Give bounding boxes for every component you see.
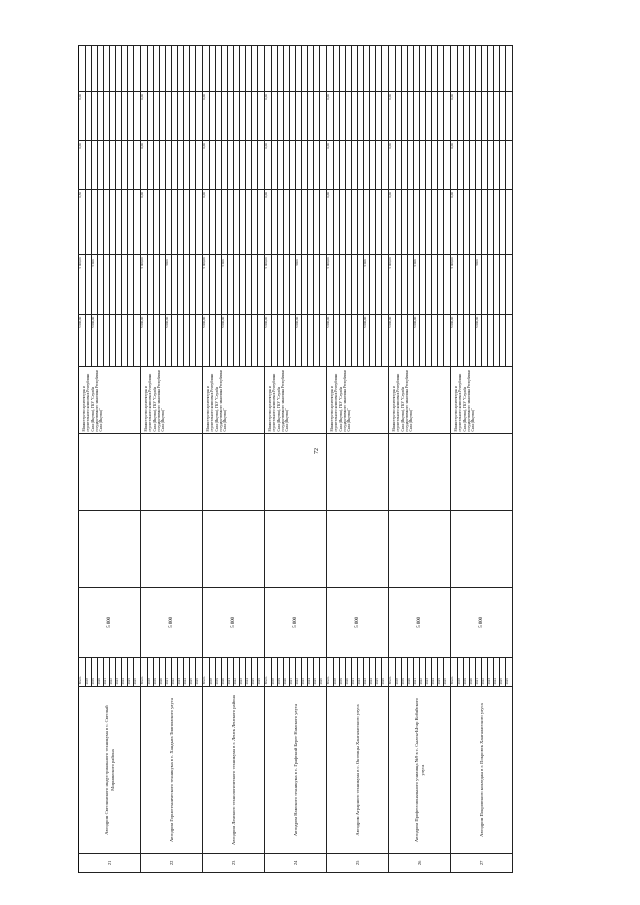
year-cell: 2024 <box>432 657 438 687</box>
customer-cell: Министерство архитектуры и строительного комплекса Республики Саха (Якутия), ГКУ "Служба государственного заказчика Республики Саха (Якутия)" <box>389 366 451 433</box>
total-value: 0,00 <box>265 190 272 255</box>
year-value: 5 000,00 <box>414 314 420 366</box>
year-cell: 2022 <box>172 657 178 687</box>
year-value: 5000 <box>476 255 482 314</box>
year-cell: 2023 <box>488 657 494 687</box>
total-value: 0,00 <box>451 190 458 255</box>
object-total-row <box>203 46 210 873</box>
object-total-row <box>141 46 148 873</box>
year-cell: 2022 <box>482 657 488 687</box>
capacity-cell: 5 000 <box>327 587 389 657</box>
empty-cell <box>79 433 141 510</box>
empty-cell <box>203 433 265 510</box>
total-value: 0,00 <box>79 141 86 190</box>
year-value: 5 000,00 <box>92 314 98 366</box>
year-cell: 2026 <box>134 657 141 687</box>
year-cell: 2018 <box>148 657 154 687</box>
year-cell: 2018 <box>272 657 278 687</box>
object-total-row <box>389 46 396 873</box>
year-cell: Всего <box>141 657 148 687</box>
object-name: Автодром Профессионального училища №9 в с. Сылгы-Ытар Кобяйского улуса <box>389 687 451 853</box>
total-value: 0,00 <box>141 92 148 141</box>
empty-cell <box>141 46 148 92</box>
total-value: 5 000,00 <box>451 255 458 314</box>
total-value: 5 000,00 <box>327 314 334 366</box>
total-value: 0,00 <box>389 141 396 190</box>
empty-cell <box>134 190 141 255</box>
empty-cell <box>451 433 513 510</box>
empty-cell <box>203 510 265 587</box>
year-cell: 2025 <box>500 657 506 687</box>
year-cell: 2022 <box>234 657 240 687</box>
total-value: 5 000,00 <box>389 314 396 366</box>
year-cell: 2026 <box>320 657 327 687</box>
empty-cell <box>327 433 389 510</box>
empty-cell <box>265 46 272 92</box>
total-value: 0,00 <box>327 141 334 190</box>
investment-table <box>78 45 513 873</box>
year-cell: 2021 <box>476 657 482 687</box>
empty-cell <box>444 46 451 92</box>
empty-cell <box>506 141 513 190</box>
empty-cell <box>141 510 203 587</box>
total-value: 5 000,00 <box>389 255 396 314</box>
year-value: 5 000,00 <box>222 314 228 366</box>
year-value: 5 000,00 <box>166 314 172 366</box>
year-cell: 2021 <box>290 657 296 687</box>
year-cell: 2026 <box>506 657 513 687</box>
year-cell: 2025 <box>128 657 134 687</box>
year-value: 5000 <box>166 255 172 314</box>
capacity-cell: 5 000 <box>203 587 265 657</box>
total-value: 5 000,00 <box>203 255 210 314</box>
year-cell: Всего <box>389 657 396 687</box>
year-value: 5 000 <box>414 255 420 314</box>
total-value: 0,00 <box>79 92 86 141</box>
object-name: Автодром Светлинского индустриального техникума в с. Светлый Мирнинского района <box>79 687 141 853</box>
year-cell: 2019 <box>216 657 222 687</box>
empty-cell <box>506 190 513 255</box>
year-cell: 2024 <box>246 657 252 687</box>
object-number: 25 <box>327 853 389 872</box>
empty-cell <box>444 190 451 255</box>
total-value: 5 000,00 <box>141 255 148 314</box>
total-value: 0,00 <box>203 92 210 141</box>
year-cell: 2023 <box>364 657 370 687</box>
year-cell: 2026 <box>196 657 203 687</box>
year-cell: 2020 <box>470 657 476 687</box>
empty-cell <box>327 510 389 587</box>
year-value: 5 000,00 <box>364 314 370 366</box>
total-value: 0,00 <box>141 141 148 190</box>
empty-cell <box>382 46 389 92</box>
year-cell: 2021 <box>228 657 234 687</box>
year-cell: 2020 <box>346 657 352 687</box>
customer-cell: Министерство архитектуры и строительного комплекса Республики Саха (Якутия), ГКУ "Служба государственного заказчика Республики Саха (Якутия)" <box>203 366 265 433</box>
year-cell: 2023 <box>426 657 432 687</box>
year-cell: 2020 <box>160 657 166 687</box>
empty-cell <box>451 510 513 587</box>
year-cell: 2020 <box>222 657 228 687</box>
year-value: 5 000,00 <box>476 314 482 366</box>
empty-cell <box>141 433 203 510</box>
capacity-cell: 5 000 <box>141 587 203 657</box>
year-value: 5 000 <box>222 255 228 314</box>
year-cell: 2020 <box>98 657 104 687</box>
total-value: 5 000,00 <box>451 314 458 366</box>
total-value: 0,00 <box>389 190 396 255</box>
year-cell: 2018 <box>396 657 402 687</box>
empty-cell <box>196 190 203 255</box>
year-cell: Всего <box>265 657 272 687</box>
empty-cell <box>203 46 210 92</box>
capacity-cell: 5 000 <box>389 587 451 657</box>
year-cell: 2018 <box>86 657 92 687</box>
empty-cell <box>258 46 265 92</box>
year-cell: 2025 <box>438 657 444 687</box>
empty-cell <box>506 46 513 92</box>
empty-cell <box>389 510 451 587</box>
empty-cell <box>506 92 513 141</box>
year-cell: 2024 <box>308 657 314 687</box>
year-cell: 2026 <box>382 657 389 687</box>
year-cell: 2021 <box>104 657 110 687</box>
empty-cell <box>389 433 451 510</box>
year-cell: 2023 <box>116 657 122 687</box>
year-cell: 2021 <box>166 657 172 687</box>
total-value: 0,00 <box>327 92 334 141</box>
total-value: 0,00 <box>203 141 210 190</box>
total-value: 5 000,00 <box>79 255 86 314</box>
empty-cell <box>134 46 141 92</box>
empty-cell <box>389 46 396 92</box>
year-cell: Всего <box>79 657 86 687</box>
year-cell: 2023 <box>240 657 246 687</box>
empty-cell <box>320 46 327 92</box>
year-cell: 2024 <box>494 657 500 687</box>
year-cell: 2025 <box>190 657 196 687</box>
page-number: 72 <box>314 448 320 454</box>
total-value: 0,00 <box>141 190 148 255</box>
year-value <box>506 314 513 366</box>
total-value: 0,00 <box>389 92 396 141</box>
year-value: 5 000 <box>364 255 370 314</box>
total-value: 0,00 <box>203 190 210 255</box>
year-value: 5 000,00 <box>296 314 302 366</box>
object-total-row <box>451 46 458 873</box>
empty-cell <box>451 46 458 92</box>
empty-cell <box>258 190 265 255</box>
object-number: 22 <box>141 853 203 872</box>
year-cell: Всего <box>203 657 210 687</box>
empty-cell <box>320 190 327 255</box>
capacity-cell: 5 000 <box>265 587 327 657</box>
total-value: 0,00 <box>451 141 458 190</box>
customer-cell: Министерство архитектуры и строительного комплекса Республики Саха (Якутия), ГКУ "Служба государственного заказчика Республики Саха (Якутия)" <box>141 366 203 433</box>
year-cell: 2025 <box>376 657 382 687</box>
year-cell: 2019 <box>464 657 470 687</box>
total-value: 0,00 <box>327 190 334 255</box>
year-cell: 2025 <box>314 657 320 687</box>
object-total-row <box>327 46 334 873</box>
year-cell: 2025 <box>252 657 258 687</box>
object-number: 24 <box>265 853 327 872</box>
year-cell: 2021 <box>414 657 420 687</box>
total-value: 5 000,00 <box>203 314 210 366</box>
object-name: Автодром Намского техникума в с. Графский Берег Намского улуса <box>265 687 327 853</box>
customer-cell: Министерство архитектуры и строительного комплекса Республики Саха (Якутия), ГКУ "Служба государственного заказчика Республики Саха (Якутия)" <box>327 366 389 433</box>
capacity-cell: 5 000 <box>451 587 513 657</box>
total-value: 5 000,00 <box>265 255 272 314</box>
empty-cell <box>196 46 203 92</box>
year-cell: 2019 <box>278 657 284 687</box>
year-cell: 2022 <box>358 657 364 687</box>
year-cell: 2024 <box>370 657 376 687</box>
total-value: 5 000,00 <box>79 314 86 366</box>
empty-cell <box>79 46 86 92</box>
year-cell: 2026 <box>258 657 265 687</box>
object-number: 27 <box>451 853 513 872</box>
year-cell: Всего <box>327 657 334 687</box>
year-cell: 2019 <box>154 657 160 687</box>
year-cell: 2019 <box>92 657 98 687</box>
table-body <box>79 46 513 873</box>
year-cell: 2018 <box>334 657 340 687</box>
empty-cell <box>79 510 141 587</box>
empty-cell <box>265 433 327 510</box>
year-cell: 2021 <box>352 657 358 687</box>
customer-cell: Министерство архитектуры и строительного комплекса Республики Саха (Якутия), ГКУ "Служба государственного заказчика Республики Саха (Якутия)" <box>451 366 513 433</box>
object-total-row <box>265 46 272 873</box>
year-cell: 2020 <box>408 657 414 687</box>
total-value: 5 000,00 <box>265 314 272 366</box>
year-cell: 2026 <box>444 657 451 687</box>
capacity-cell: 5 000 <box>79 587 141 657</box>
total-value: 5 000,00 <box>141 314 148 366</box>
year-cell: 2022 <box>110 657 116 687</box>
year-value: 5 000 <box>92 255 98 314</box>
year-cell: 2023 <box>302 657 308 687</box>
object-name: Автодром Аграрного техникума в с. Октемцы Хангаласского улуса <box>327 687 389 853</box>
year-cell: 2019 <box>340 657 346 687</box>
year-cell: 2024 <box>122 657 128 687</box>
year-cell: 2018 <box>210 657 216 687</box>
customer-cell: Министерство архитектуры и строительного комплекса Республики Саха (Якутия), ГКУ "Служба государственного заказчика Республики Саха (Якутия)" <box>265 366 327 433</box>
empty-cell <box>382 190 389 255</box>
total-value: 0,50 <box>79 190 86 255</box>
object-name: Автодром Горнотехнического техникума в с. Хандыга Томпонского улуса <box>141 687 203 853</box>
empty-cell <box>327 46 334 92</box>
object-name: Автодром Покровского колледжа в г. Покровск Хангаласского улуса <box>451 687 513 853</box>
year-cell: 2019 <box>402 657 408 687</box>
object-number: 23 <box>203 853 265 872</box>
object-number: 21 <box>79 853 141 872</box>
total-value: 5 000,00 <box>327 255 334 314</box>
year-cell: Всего <box>451 657 458 687</box>
total-value: 0,00 <box>265 141 272 190</box>
object-number: 26 <box>389 853 451 872</box>
rotated-table-page <box>78 45 635 873</box>
year-value: 5000 <box>296 255 302 314</box>
year-cell: 2020 <box>284 657 290 687</box>
year-cell: 2024 <box>184 657 190 687</box>
customer-cell: Министерство архитектуры и строительного комплекса Республики Саха (Якутия), ГКУ "Служба государственного заказчика Республики Саха (Якутия)" <box>79 366 141 433</box>
total-value: 0,00 <box>265 92 272 141</box>
year-cell: 2023 <box>178 657 184 687</box>
year-cell: 2022 <box>296 657 302 687</box>
total-value: 0,00 <box>451 92 458 141</box>
object-total-row <box>79 46 86 873</box>
object-name: Автодром Ленского технологического техникума в г. Ленск Ленского района <box>203 687 265 853</box>
year-value <box>506 255 513 314</box>
year-cell: 2018 <box>458 657 464 687</box>
empty-cell <box>265 510 327 587</box>
year-cell: 2022 <box>420 657 426 687</box>
